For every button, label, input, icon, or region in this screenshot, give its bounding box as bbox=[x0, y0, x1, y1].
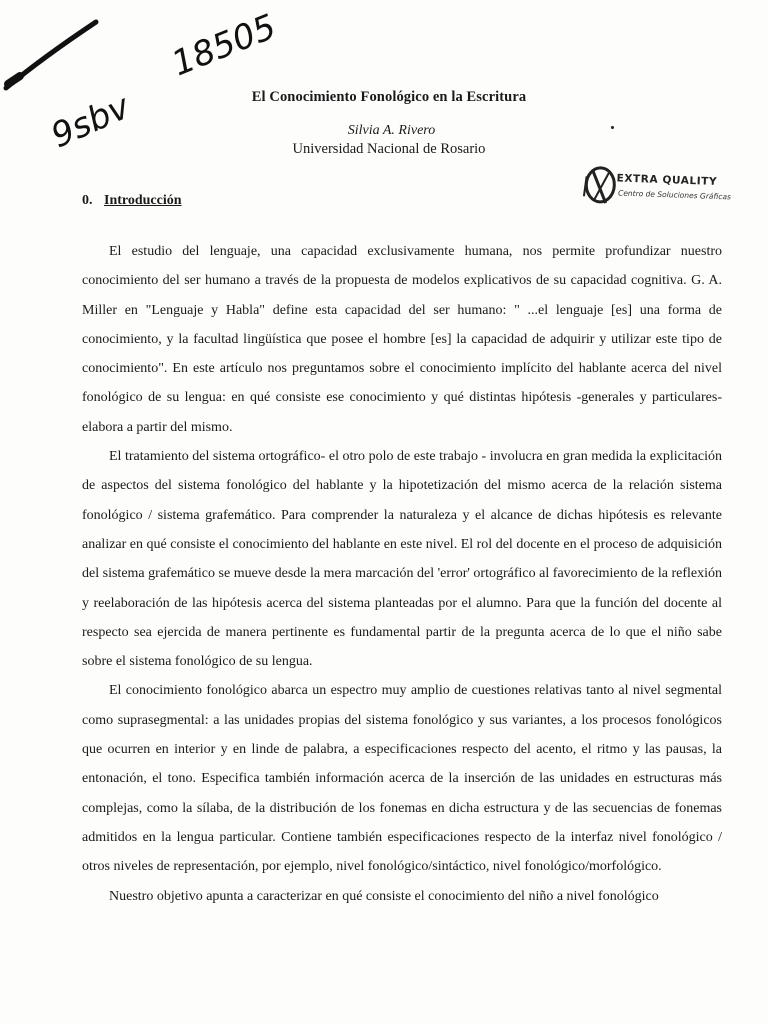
speck-mark bbox=[611, 126, 614, 129]
quality-stamp bbox=[581, 162, 743, 228]
handwritten-number: 18505 bbox=[166, 6, 282, 85]
stamp-subtitle: Centro de Soluciones Gráficas bbox=[617, 188, 732, 202]
paragraph: El conocimiento fonológico abarca un espectro muy amplio de cuestiones relativas tanto al nivel segmental como suprasegmental: a las unidades propias del sistema fonológico y sus variantes, a los procesos fonológicos que ocurren en interior y en linde de palabra, a especificaciones respecto del acento, el ritmo y las pausas, la entonación, el tono. Especifica también información acerca de la inserción de las unidades en estructuras más complejas, como la sílaba, de la distribución de los fonemas en dicha estructura y de las secuencias de fonemas admitidos en la lengua particular. Contiene también especificaciones respecto de la interfaz nivel fonológico / otros niveles de representación, por ejemplo, nivel fonológico/sintáctico, nivel fonológico/morfológico. bbox=[82, 683, 722, 875]
section-heading bbox=[82, 193, 182, 209]
body-text bbox=[82, 237, 722, 911]
paragraph: El estudio del lenguaje, una capacidad exclusivamente humana, nos permite profundizar nuestro conocimiento del ser humano a través de la propuesta de modelos explicativos de su capacidad cognitiva. G. A. Miller en "Lenguaje y Habla" define esta capacidad del ser humano: " ...el lenguaje [es] una forma de conocimiento, y la facultad lingüística que posee el hombre [es] la capacidad de adquirir y utilizar este tipo de conocimiento". En este artículo nos preguntamos sobre el conocimiento implícito del hablante acerca del nivel fonológico de su lengua: en qué consiste ese conocimiento y qué distintas hipótesis -generales y particulares- elabora a partir del mismo. bbox=[82, 244, 722, 435]
section-title: Introducción bbox=[104, 193, 182, 208]
section-number: 0. bbox=[82, 193, 93, 208]
document-title: El Conocimiento Fonológico en la Escritura bbox=[251, 89, 527, 105]
author-name: Silvia A. Rivero bbox=[347, 123, 436, 138]
stamp-logo-icon bbox=[581, 162, 623, 213]
paragraph: El tratamiento del sistema ortográfico- el otro polo de este trabajo - involucra en gran medida la explicitación de aspectos del sistema fonológico del hablante y la hipotetización del mismo acerca de la relación sistema fonológico / sistema grafemático. Para comprender la naturaleza y el alcance de dichas hipótesis es relevante analizar en qué consiste el conocimiento del hablante en este nivel. El rol del docente en el proceso de adquisición del sistema grafemático se mueve desde la mera marcación del 'error' ortográfico al favorecimiento de la reflexión y reelaboración de las hipótesis acerca del sistema planteadas por el alumno. Para que la función del docente al respecto sea ejercida de manera pertinente es fundamental partir de la pregunta acerca de lo que el niño sabe sobre el sistema fonológico de su lengua. bbox=[82, 449, 722, 670]
author-affiliation: Universidad Nacional de Rosario bbox=[292, 141, 486, 157]
handwritten-code: 9sbv bbox=[45, 86, 136, 157]
stamp-title: EXTRA QUALITY bbox=[616, 172, 718, 188]
paragraph: Nuestro objetivo apunta a caracterizar en qué consiste el conocimiento del niño a nivel fonológico bbox=[109, 888, 659, 904]
